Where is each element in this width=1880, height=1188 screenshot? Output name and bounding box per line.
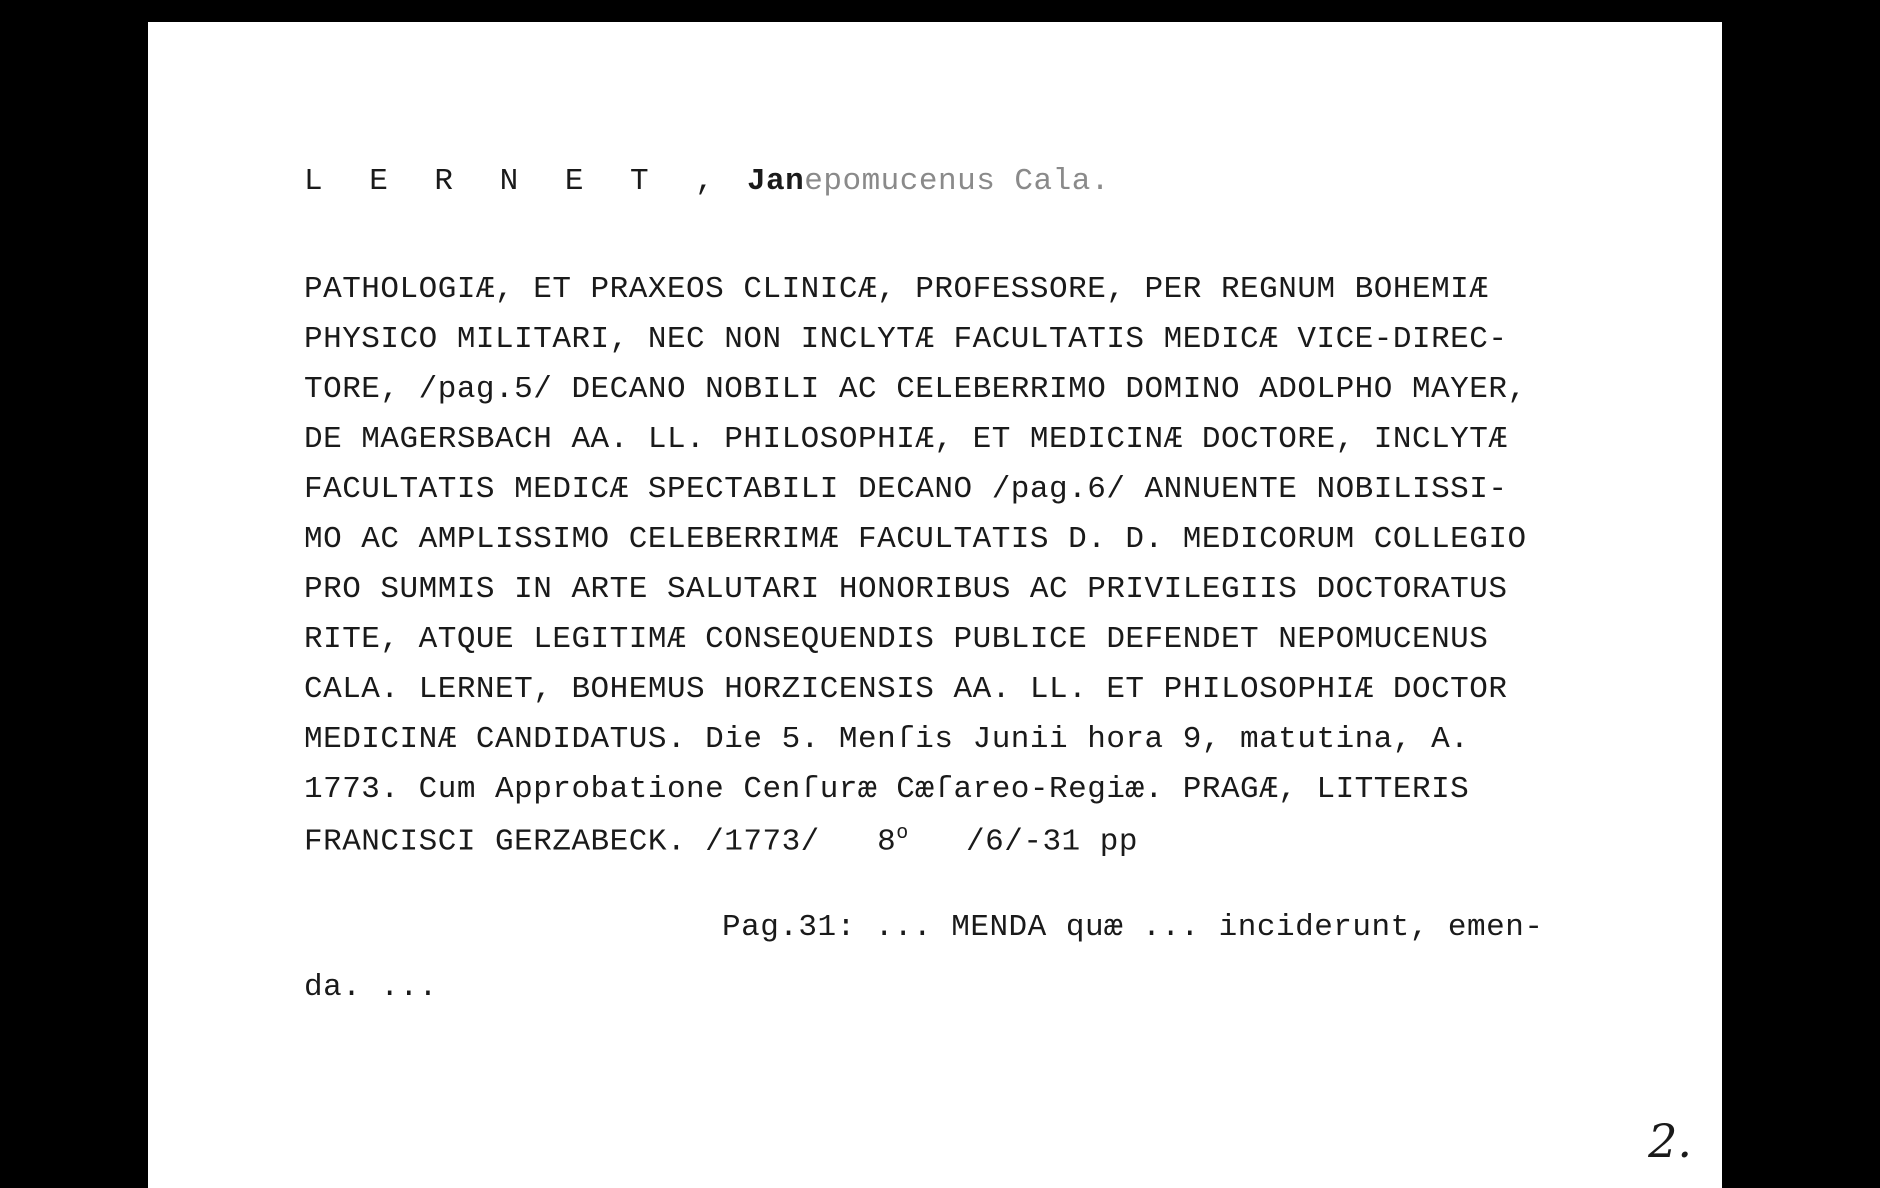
body-line: PRO SUMMIS IN ARTE SALUTARI HONORIBUS AC PRIVILEGIIS DOCTORATUS [304, 572, 1508, 607]
catalog-card [148, 22, 1722, 1188]
imprint-pages: /6/-31 pp [908, 824, 1138, 860]
note-line-continued: da. ... [304, 970, 438, 1005]
imprint-line [304, 822, 1138, 859]
body-line: CALA. LERNET, BOHEMUS HORZICENSIS AA. LL. ET PHILOSOPHIÆ DOCTOR [304, 672, 1508, 707]
body-line: PHYSICO MILITARI, NEC NON INCLYTÆ FACULTATIS MEDICÆ VICE-DIREC- [304, 322, 1508, 357]
body-line: MEDICINÆ CANDIDATUS. Die 5. Menſis Junii hora 9, matutina, A. [304, 722, 1470, 757]
body-line: MO AC AMPLISSIMO CELEBERRIMÆ FACULTATIS D. D. MEDICORUM COLLEGIO [304, 522, 1527, 557]
body-line: FACULTATIS MEDICÆ SPECTABILI DECANO /pag.6/ ANNUENTE NOBILISSI- [304, 472, 1508, 507]
body-line: TORE, /pag.5/ DECANO NOBILI AC CELEBERRIMO DOMINO ADOLPHO MAYER, [304, 372, 1527, 407]
heading-surname: L E R N E T , [304, 164, 728, 199]
body-line: RITE, ATQUE LEGITIMÆ CONSEQUENDIS PUBLICE DEFENDET NEPOMUCENUS [304, 622, 1489, 657]
note-line: Pag.31: ... MENDA quæ ... inciderunt, emen- [722, 910, 1544, 945]
card-heading [304, 164, 1110, 199]
heading-given-name-faint: epomucenus Cala. [804, 164, 1110, 199]
heading-given-name: Jan [746, 164, 805, 199]
body-line: DE MAGERSBACH AA. LL. PHILOSOPHIÆ, ET MEDICINÆ DOCTORE, INCLYTÆ [304, 422, 1508, 457]
format-degree-mark: o [896, 822, 909, 845]
imprint-text: FRANCISCI GERZABECK. /1773/ 8 [304, 824, 897, 860]
body-line: PATHOLOGIÆ, ET PRAXEOS CLINICÆ, PROFESSORE, PER REGNUM BOHEMIÆ [304, 272, 1489, 307]
body-line: 1773. Cum Approbatione Cenſuræ Cæſareo-Regiæ. PRAGÆ, LITTERIS [304, 772, 1470, 807]
handwritten-card-number: 2. [1648, 1114, 1692, 1168]
